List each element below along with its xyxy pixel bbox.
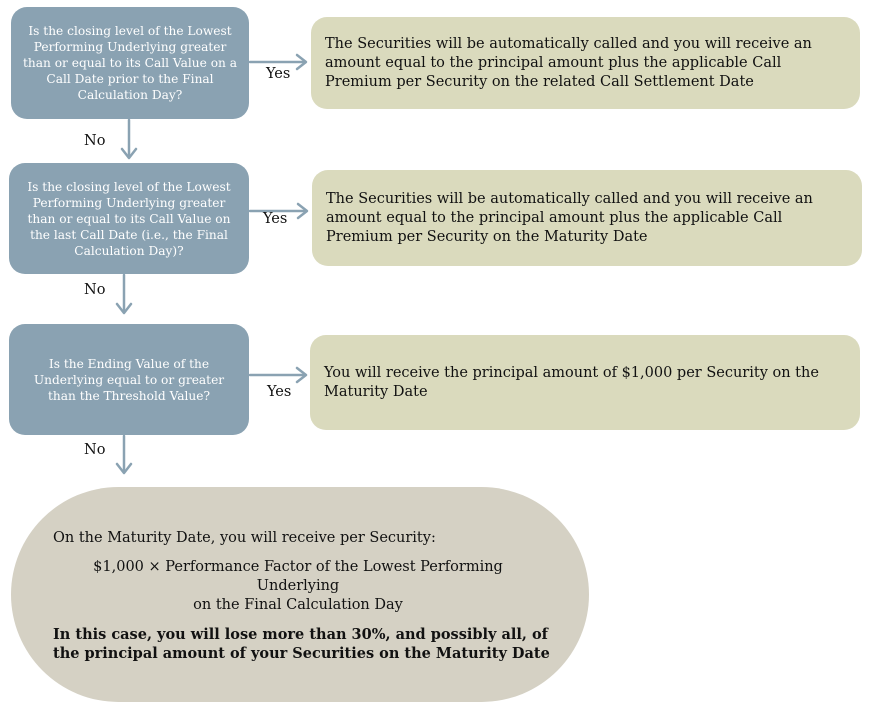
answer-text-2: The Securities will be automatically called and you will receive an amount equal to the principal amount plus the applicable Call Premium per Security on the Maturity Date <box>326 190 813 245</box>
no-label-1: No <box>84 133 106 149</box>
answer-box-3 <box>310 335 860 430</box>
outcome-intro: On the Maturity Date, you will receive per Security: <box>53 530 436 546</box>
question-text-2: Is the closing level of the Lowest Performing Underlying greater than or equal to its Call Value on the last Call Date (i.e., the Final Calculation Day)? <box>27 179 231 258</box>
outcome-formula-line-1: $1,000 × Performance Factor of the Lowest Performing Underlying <box>93 559 503 594</box>
no-label-2: No <box>84 282 106 298</box>
question-box-2 <box>9 163 249 274</box>
no-label-3: No <box>84 442 106 458</box>
question-text-3: Is the Ending Value of the Underlying equal to or greater than the Threshold Value? <box>33 356 225 403</box>
yes-label-3: Yes <box>267 384 292 400</box>
question-box-1 <box>11 7 249 119</box>
answer-text-1: The Securities will be automatically called and you will receive an amount equal to the principal amount plus the applicable Call Premium per Security on the related Call Settlement Date <box>325 35 812 90</box>
outcome-box <box>11 487 589 702</box>
outcome-formula-line-2: on the Final Calculation Day <box>193 597 403 613</box>
answer-box-1 <box>311 17 860 109</box>
answer-box-2 <box>312 170 862 266</box>
yes-label-1: Yes <box>266 66 291 82</box>
outcome-formula <box>53 558 543 615</box>
answer-text-3: You will receive the principal amount of $1,000 per Security on the Maturity Date <box>324 364 819 400</box>
yes-label-2: Yes <box>263 211 288 227</box>
question-text-1: Is the closing level of the Lowest Performing Underlying greater than or equal to its Call Value on a Call Date prior to the Final Calculation Day? <box>22 24 238 102</box>
question-box-3 <box>9 324 249 435</box>
outcome-warning: In this case, you will lose more than 30%, and possibly all, of the principal amount of your Securities on the Maturity Date <box>53 626 550 662</box>
